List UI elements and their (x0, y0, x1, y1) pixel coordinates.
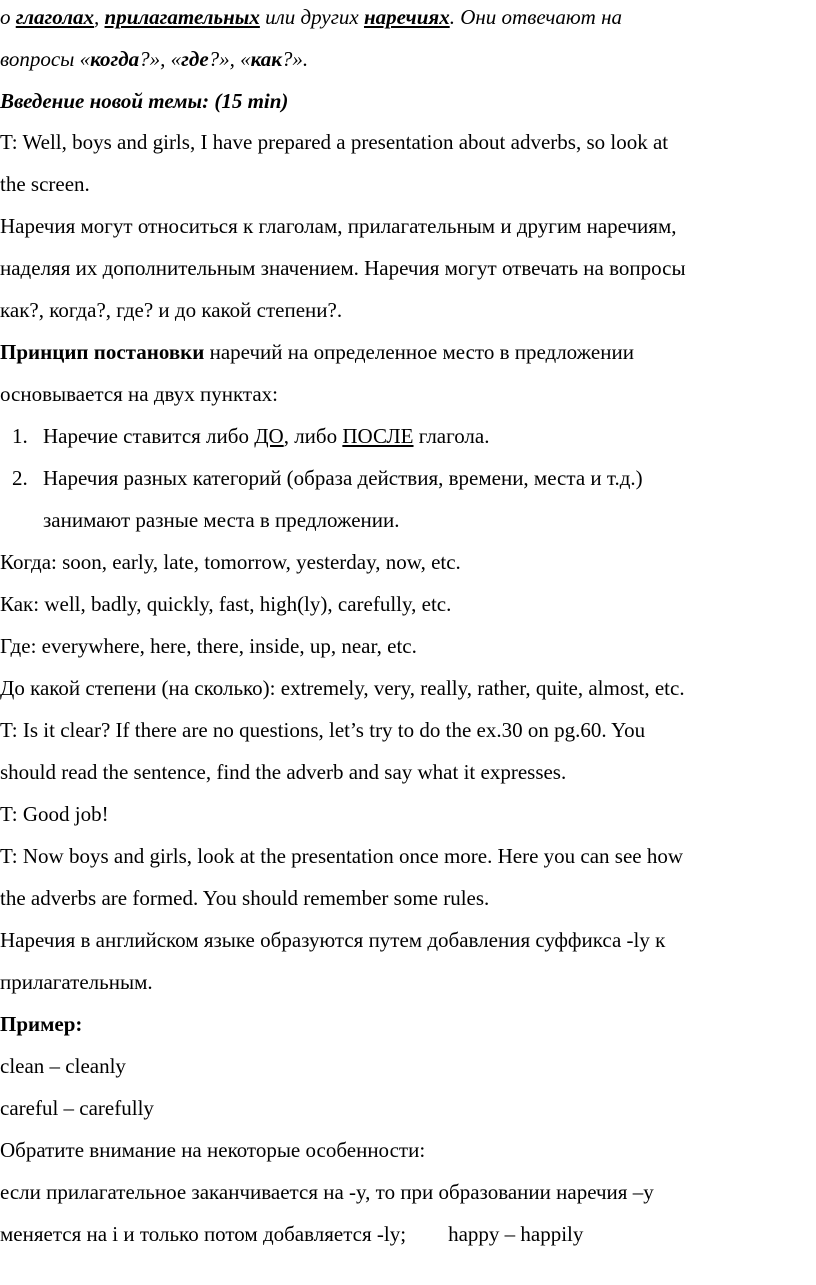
list-item: 1. Наречие ставится либо ДО, либо ПОСЛЕ глагола. (0, 415, 816, 457)
list-item: 2. Наречия разных категорий (образа действия, времени, места и т.д.) (0, 457, 816, 499)
underlined-before: ДО (254, 424, 284, 448)
paragraph-line: Обратите внимание на некоторые особенности: (0, 1138, 426, 1162)
dialogue-line: the adverbs are formed. You should remember some rules. (0, 886, 490, 910)
category-where: Где: everywhere, here, there, inside, up, near, etc. (0, 634, 417, 658)
list-number: 2. (12, 466, 28, 490)
paragraph-line: основывается на двух пунктах: (0, 382, 278, 406)
dialogue-line: T: Now boys and girls, look at the presentation once more. Here you can see how (0, 844, 684, 868)
paragraph-line: прилагательным. (0, 970, 153, 994)
intro-line-2: вопросы «когда?», «где?», «как?». (0, 47, 309, 71)
section-title: Введение новой темы: (15 min) (0, 89, 289, 113)
rule-example: happy – happily (448, 1222, 584, 1246)
example-line: clean – cleanly (0, 1054, 126, 1078)
example-line: careful – carefully (0, 1096, 154, 1120)
paragraph-line: T: Well, boys and girls, I have prepared a presentation about adverbs, so look at (0, 130, 669, 154)
list-number: 1. (12, 424, 28, 448)
dialogue-line: should read the sentence, find the adverb and say what it expresses. (0, 760, 567, 784)
paragraph-line: меняется на i и только потом добавляется -ly; happy – happily (0, 1222, 584, 1246)
dialogue-line: T: Is it clear? If there are no questions, let’s try to do the ex.30 on pg.60. You (0, 718, 646, 742)
category-how: Как: well, badly, quickly, fast, high(ly), carefully, etc. (0, 592, 452, 616)
example-label: Пример: (0, 1012, 83, 1036)
term-adjectives: прилагательных (104, 5, 260, 29)
paragraph-line: наделяя их дополнительным значением. Наречия могут отвечать на вопросы (0, 256, 686, 280)
paragraph-line: как?, когда?, где? и до какой степени?. (0, 298, 343, 322)
term-verbs: глаголах (15, 5, 95, 29)
underlined-after: ПОСЛЕ (342, 424, 414, 448)
principle-line: Принцип постановки наречий на определенное место в предложении (0, 340, 634, 364)
principle-heading: Принцип постановки (0, 340, 205, 364)
category-when: Когда: soon, early, late, tomorrow, yesterday, now, etc. (0, 550, 461, 574)
paragraph-line: Наречия могут относиться к глаголам, прилагательным и другим наречиям, (0, 214, 677, 238)
paragraph-line: Наречия в английском языке образуются путем добавления суффикса -ly к (0, 928, 666, 952)
paragraph-line: the screen. (0, 172, 90, 196)
dialogue-line: T: Good job! (0, 802, 109, 826)
category-degree: До какой степени (на сколько): extremely, very, really, rather, quite, almost, etc. (0, 676, 685, 700)
intro-line-1: о глаголах, прилагательных или других наречиях. Они отвечают на (0, 5, 623, 29)
term-adverbs: наречиях (363, 5, 450, 29)
list-item-continuation: занимают разные места в предложении. (43, 508, 400, 532)
paragraph-line: если прилагательное заканчивается на -y, то при образовании наречия –y (0, 1180, 654, 1204)
